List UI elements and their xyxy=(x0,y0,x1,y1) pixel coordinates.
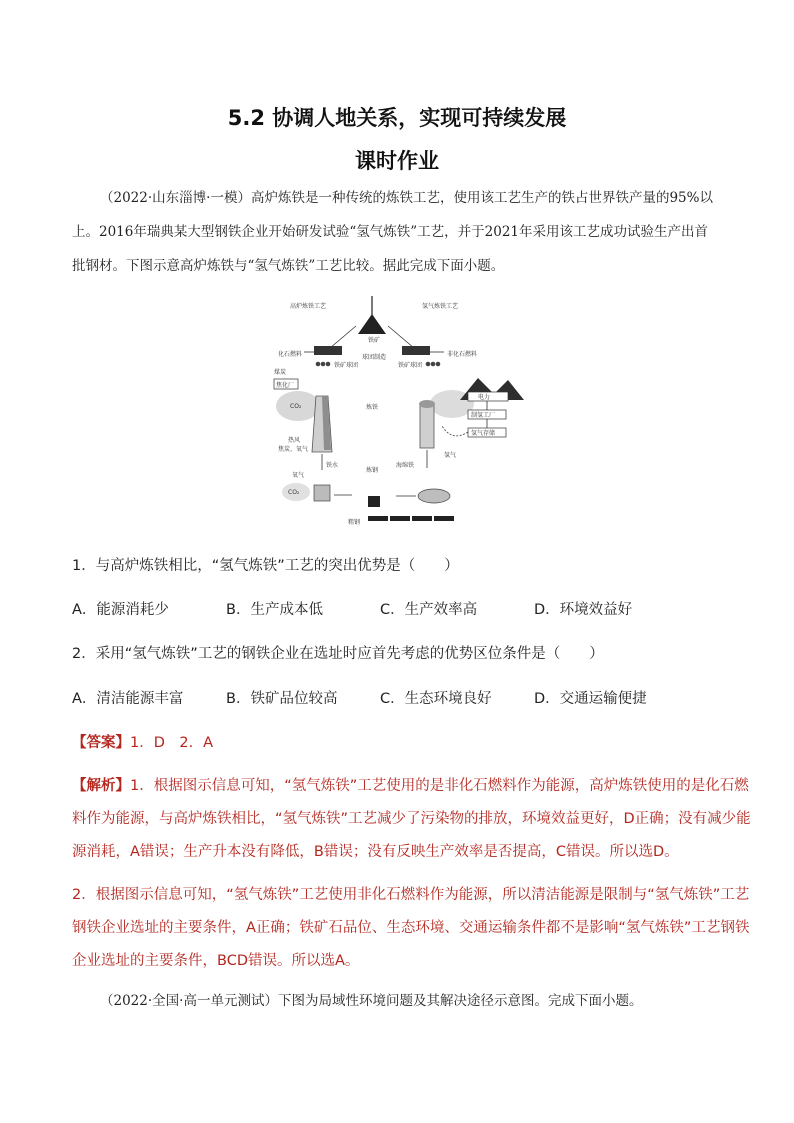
analysis-p2-line-2: 钢铁企业选址的主要条件，A正确；铁矿石品位、生态环境、交通运输条件都不是影响“氢气炼铁”工艺钢铁 xyxy=(72,920,750,936)
intro-paragraph xyxy=(72,181,724,283)
shaft-furnace-icon xyxy=(420,404,434,448)
electrolysis-label: 制氢工厂 xyxy=(471,412,496,419)
sponge-iron-label: 海绵铁 xyxy=(396,462,415,469)
non-fossil-fuel-label: 非化石燃料 xyxy=(447,351,478,358)
answer-text: 1．D 2．A xyxy=(130,735,214,751)
intro-line-1: （2022·山东淄博·一模）高炉炼铁是一种传统的炼铁工艺，使用该工艺生产的铁占世界铁产量的95%以 xyxy=(100,190,713,206)
fossil-fuel-label: 化石燃料 xyxy=(278,351,303,358)
sinter-machine-right-icon xyxy=(402,346,430,355)
steelmaking-label: 炼钢 xyxy=(366,467,379,474)
ore-pellets-left-label: 铁矿球团 xyxy=(334,362,359,369)
answer-label: 【答案】 xyxy=(72,735,130,751)
analysis-part-1 xyxy=(72,770,751,869)
coking-plant-label: 焦化厂 xyxy=(276,382,295,389)
analysis-label: 【解析】 xyxy=(72,778,130,794)
q2-option-b: B．铁矿品位较高 xyxy=(226,691,338,707)
co2-label-3: CO₂ xyxy=(288,489,300,496)
left-process-title: 高炉炼铁工艺 xyxy=(290,303,327,310)
hot-metal-label: 铁水 xyxy=(326,462,339,469)
answer-block xyxy=(72,731,213,752)
question-2-stem: 2．采用“氢气炼铁”工艺的钢铁企业在选址时应首先考虑的优势区位条件是（ ） xyxy=(72,646,604,662)
q1-option-b: B．生产成本低 xyxy=(226,602,323,618)
analysis-p2-line-3: 企业选址的主要条件，BCD错误。所以选A。 xyxy=(72,953,360,969)
pellets-left-icon xyxy=(316,362,331,367)
q2-option-c: C．生态环境良好 xyxy=(380,691,492,707)
intro-line-2: 上。2016年瑞典某大型钢铁企业开始研发试验“氢气炼铁”工艺，并于2021年采用该工艺成功试验生产出首 xyxy=(72,224,709,240)
q2-option-d: D．交通运输便捷 xyxy=(534,691,647,707)
electric-arc-furnace-icon xyxy=(418,489,450,503)
analysis-p2-line-1: 2．根据图示信息可知，“氢气炼铁”工艺使用非化石燃料作为能源，所以清洁能源是限制与“氢气炼铁”工艺 xyxy=(72,887,750,903)
sinter-machine-left-icon xyxy=(314,346,342,355)
ironmaking-label: 炼铁 xyxy=(366,404,379,411)
converter-icon xyxy=(314,485,330,501)
pellets-right-icon xyxy=(426,362,441,367)
q2-option-a: A．清洁能源丰富 xyxy=(72,691,184,707)
analysis-p1-line-3: 源消耗，A错误；生产升本没有降低，B错误；没有反映生产效率是否提高，C错误。所以选D。 xyxy=(72,844,679,860)
crude-steel-label: 粗钢 xyxy=(348,519,361,526)
ore-pellets-right-label: 铁矿球团 xyxy=(398,362,423,369)
right-process-title: 氢气炼铁工艺 xyxy=(422,303,459,310)
page-title: 5.2 协调人地关系，实现可持续发展 xyxy=(227,106,567,130)
iron-ore-label: 铁矿 xyxy=(368,337,381,344)
analysis-part-2 xyxy=(72,879,750,978)
page-subtitle: 课时作业 xyxy=(355,149,439,173)
intro-line-3: 批钢材。下图示意高炉炼铁与“氢气炼铁”工艺比较。据此完成下面小题。 xyxy=(72,258,505,274)
next-question-intro: （2022·全国·高一单元测试）下图为局域性环境问题及其解决途径示意图。完成下面小题。 xyxy=(100,993,643,1009)
q1-option-d: D．环境效益好 xyxy=(534,602,633,618)
oxygen-label: 氧气 xyxy=(292,472,305,479)
h2-storage-label: 氢气存储 xyxy=(471,430,496,437)
power-label: 电力 xyxy=(478,394,491,401)
question-1-stem: 1．与高炉炼铁相比，“氢气炼铁”工艺的突出优势是（ ） xyxy=(72,558,459,574)
coke-oxygen-label: 焦炭、氧气 xyxy=(278,446,309,453)
q1-option-a: A．能源消耗少 xyxy=(72,602,169,618)
hot-air-label: 热风 xyxy=(288,437,301,444)
analysis-p1-line-1: 1．根据图示信息可知，“氢气炼铁”工艺使用的是非化石燃料作为能源，高炉炼铁使用的是化石燃 xyxy=(130,778,749,794)
q1-option-c: C．生产效率高 xyxy=(380,602,478,618)
co2-label-1: CO₂ xyxy=(290,403,302,410)
ironmaking-comparison-diagram xyxy=(272,292,528,530)
analysis-p1-line-2: 料作为能源，与高炉炼铁相比，“氢气炼铁”工艺减少了污染物的排放，环境效益更好，D正确；没有减少能 xyxy=(72,811,751,827)
hydrogen-label: 氢气 xyxy=(444,452,457,459)
coal-label: 煤炭 xyxy=(274,369,287,376)
crude-steel-icon xyxy=(368,496,380,507)
pellet-making-label: 球团制造 xyxy=(362,354,387,361)
